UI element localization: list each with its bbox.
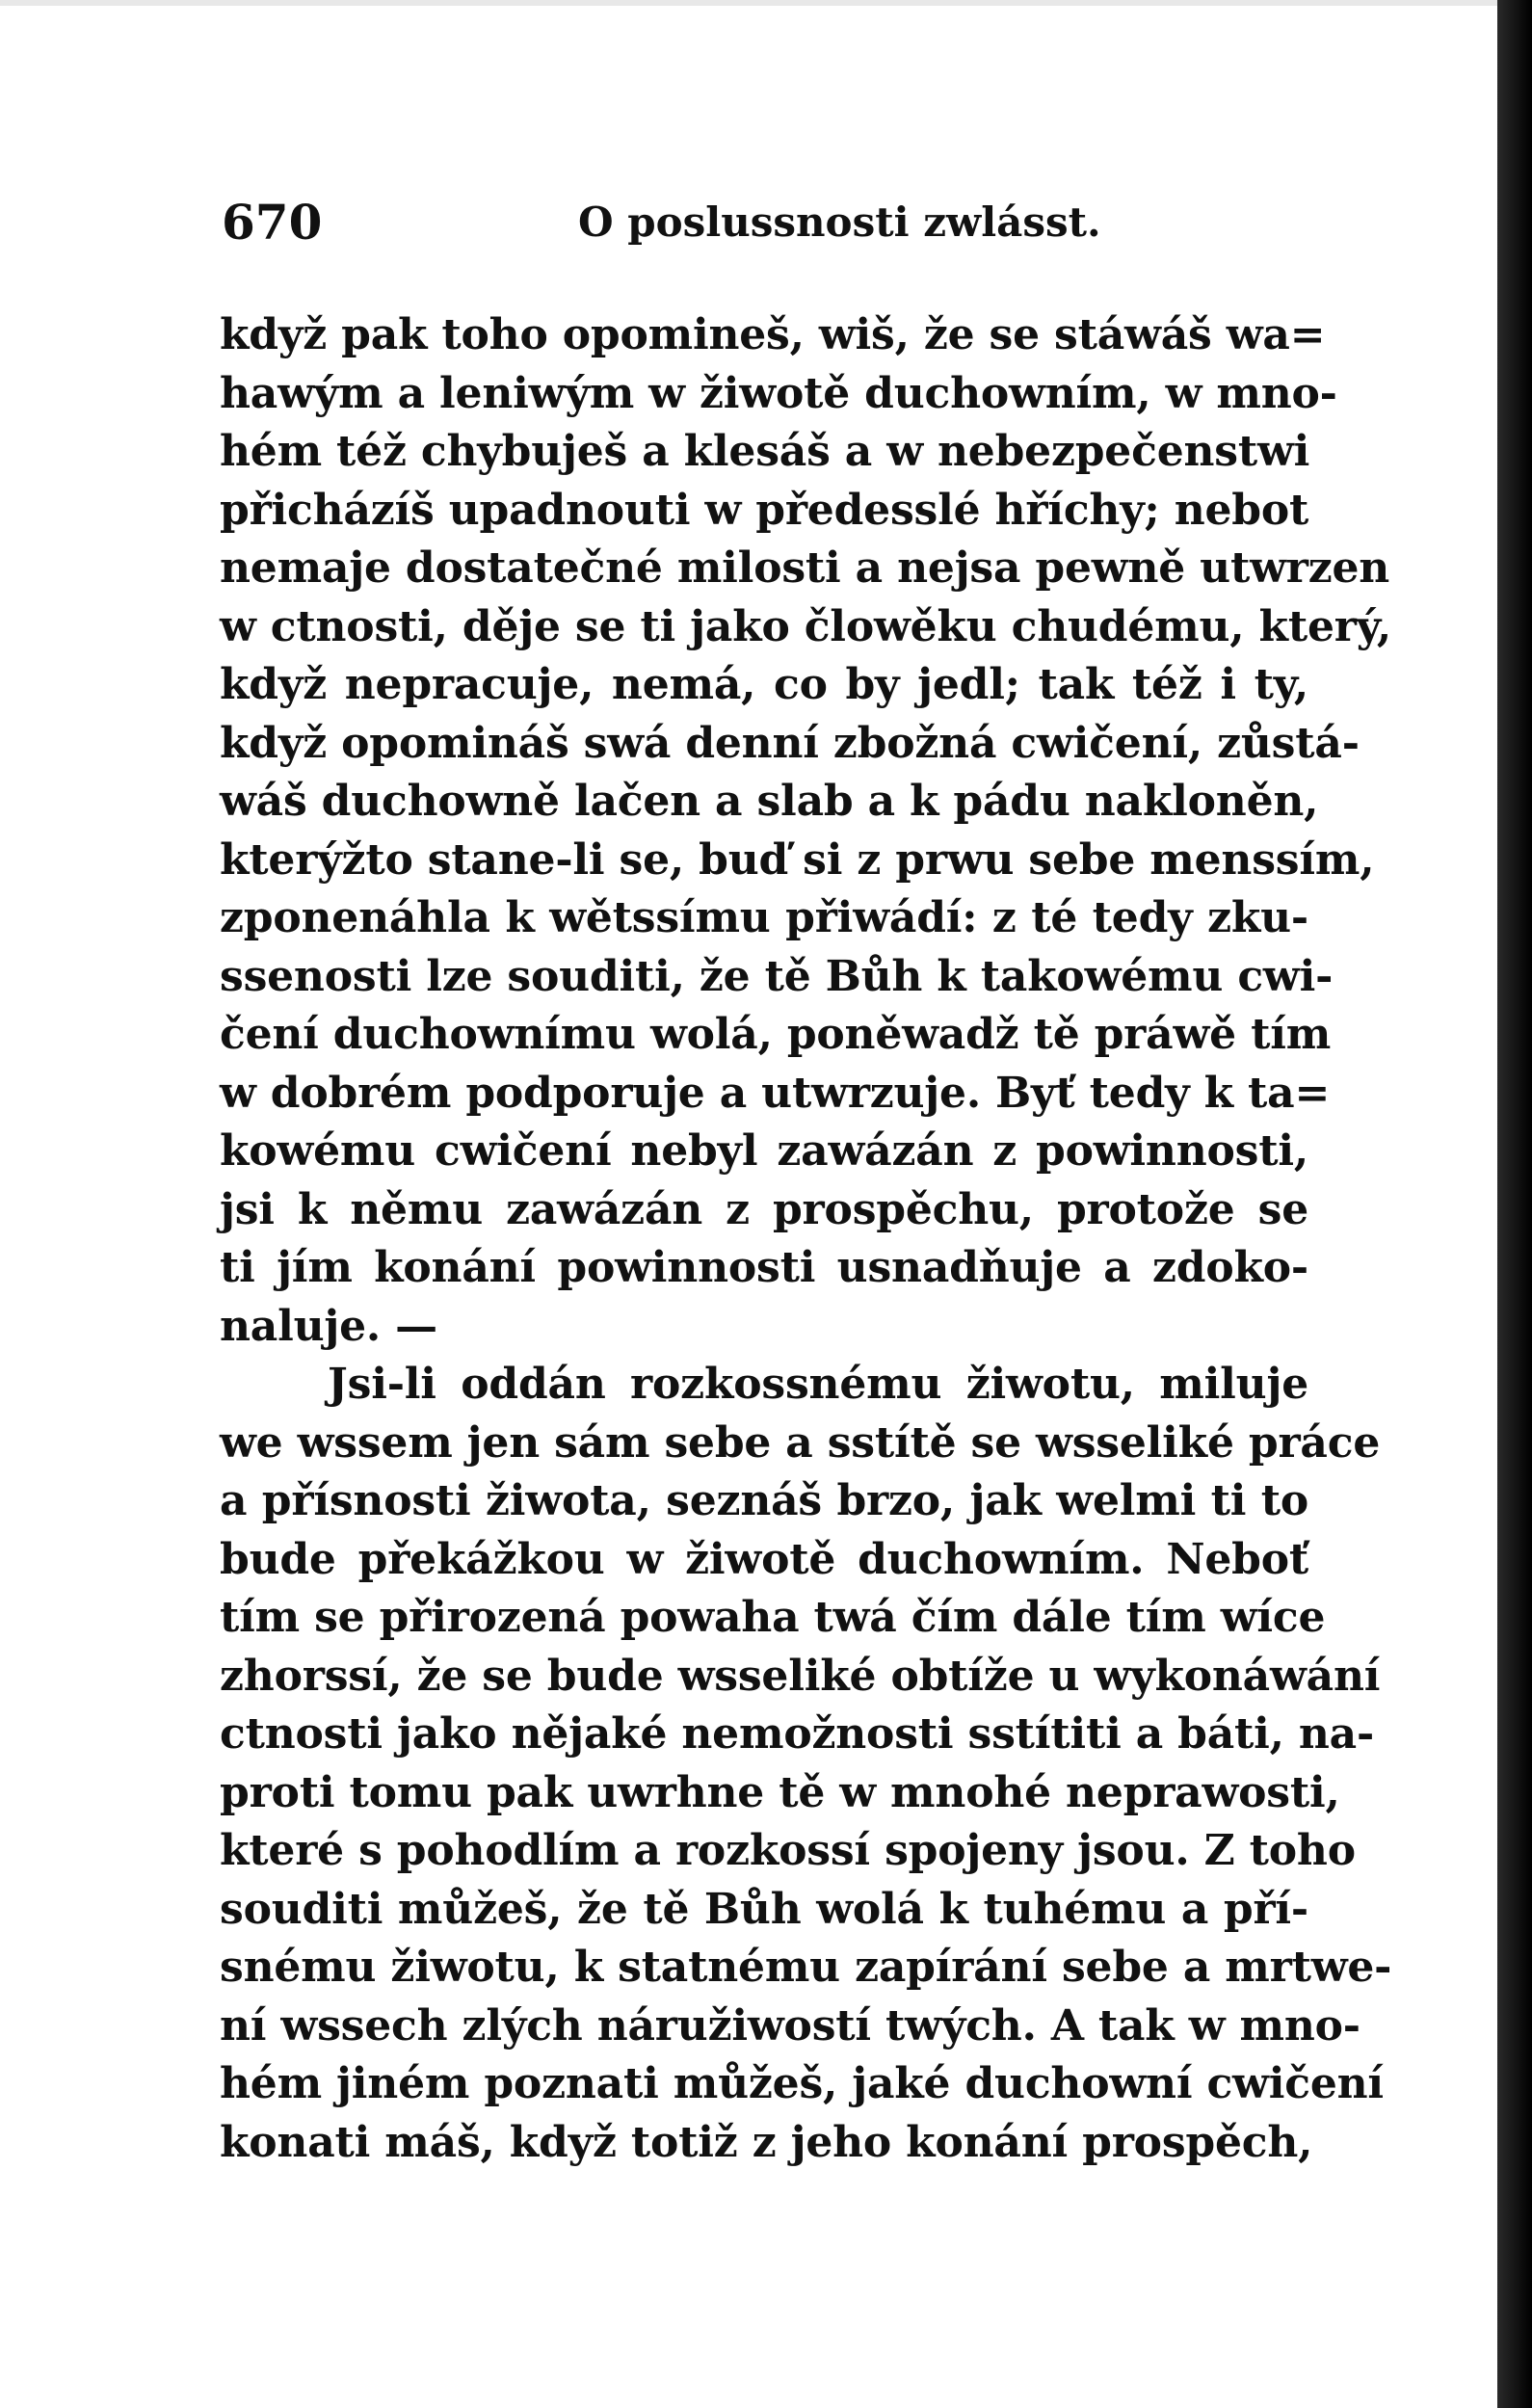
text-line: zponenáhla k wětssímu přiwádí: z té tedy zku- bbox=[220, 893, 1308, 942]
text-line: bude překážkou w žiwotě duchowním. Neboť bbox=[220, 1534, 1308, 1584]
text-line: wáš duchowně lačen a slab a k pádu nakloněn, bbox=[220, 777, 1319, 826]
text-line: ctnosti jako nějaké nemožnosti sstítiti a báti, na- bbox=[220, 1709, 1375, 1759]
scan-edge-right bbox=[1497, 0, 1532, 2408]
running-title: O poslussnosti zwlásst. bbox=[578, 198, 1101, 246]
text-line: naluje. — bbox=[220, 1301, 437, 1351]
text-line: zhorssí, že se bude wsseliké obtíže u wykonáwání bbox=[220, 1651, 1381, 1701]
text-line: hawým a leniwým w žiwotě duchowním, w mno- bbox=[220, 368, 1337, 418]
text-line: a přísnosti žiwota, seznáš brzo, jak welmi ti to bbox=[220, 1476, 1308, 1525]
page-number: 670 bbox=[222, 194, 323, 251]
text-line: konati máš, když totiž z jeho konání prospěch, bbox=[220, 2117, 1313, 2167]
text-line: jsi k němu zawázán z prospěchu, protože se bbox=[220, 1184, 1308, 1234]
running-head bbox=[222, 189, 1330, 256]
text-line: které s pohodlím a rozkossí spojeny jsou. Z toho bbox=[220, 1826, 1356, 1875]
text-line: kowému cwičení nebyl zawázán z powinnosti, bbox=[220, 1126, 1308, 1176]
text-line: když pak toho opomineš, wiš, že se stáwáš wa= bbox=[220, 310, 1326, 359]
text-line: ní wssech zlých náružiwostí twých. A tak w mno- bbox=[220, 2000, 1360, 2051]
text-line: čení duchownímu wolá, poněwadž tě práwě tím bbox=[220, 1010, 1332, 1059]
text-line: přicházíš upadnouti w předesslé hříchy; nebot bbox=[220, 485, 1309, 535]
text-line: ti jím konání powinnosti usnadňuje a zdoko- bbox=[220, 1243, 1308, 1292]
text-line: hém jiném poznati můžeš, jaké duchowní cwičení bbox=[220, 2059, 1384, 2108]
text-line: když nepracuje, nemá, co by jedl; tak též i ty, bbox=[220, 660, 1308, 709]
scan-edge-top bbox=[0, 0, 1532, 6]
text-line: w dobrém podporuje a utwrzuje. Byť tedy k ta= bbox=[220, 1068, 1331, 1118]
text-line: snému žiwotu, k statnému zapírání sebe a mrtwe- bbox=[220, 1943, 1392, 1992]
text-line: w ctnosti, děje se ti jako člowěku chudému, který, bbox=[220, 601, 1392, 651]
text-line: proti tomu pak uwrhne tě w mnohé neprawosti, bbox=[220, 1767, 1340, 1817]
body-text bbox=[220, 306, 1392, 2172]
text-line: když opomináš swá denní zbožná cwičení, zůstá- bbox=[220, 718, 1360, 768]
text-line: kterýžto stane-li se, buď si z prwu sebe menssím, bbox=[220, 834, 1375, 885]
text-line: we wssem jen sám sebe a sstítě se wsseliké práce bbox=[220, 1417, 1381, 1468]
text-line: ssenosti lze souditi, že tě Bůh k takowému cwi- bbox=[220, 951, 1334, 1001]
text-line: tím se přirozená powaha twá čím dále tím wíce bbox=[220, 1593, 1326, 1642]
text-line: nemaje dostatečné milosti a nejsa pewně utwrzen bbox=[220, 543, 1390, 593]
text-line: souditi můžeš, že tě Bůh wolá k tuhému a pří- bbox=[220, 1884, 1308, 1934]
text-line: hém též chybuješ a klesáš a w nebezpečenstwi bbox=[220, 427, 1310, 476]
text-line: Jsi-li oddán rozkossnému žiwotu, miluje bbox=[328, 1360, 1308, 1409]
